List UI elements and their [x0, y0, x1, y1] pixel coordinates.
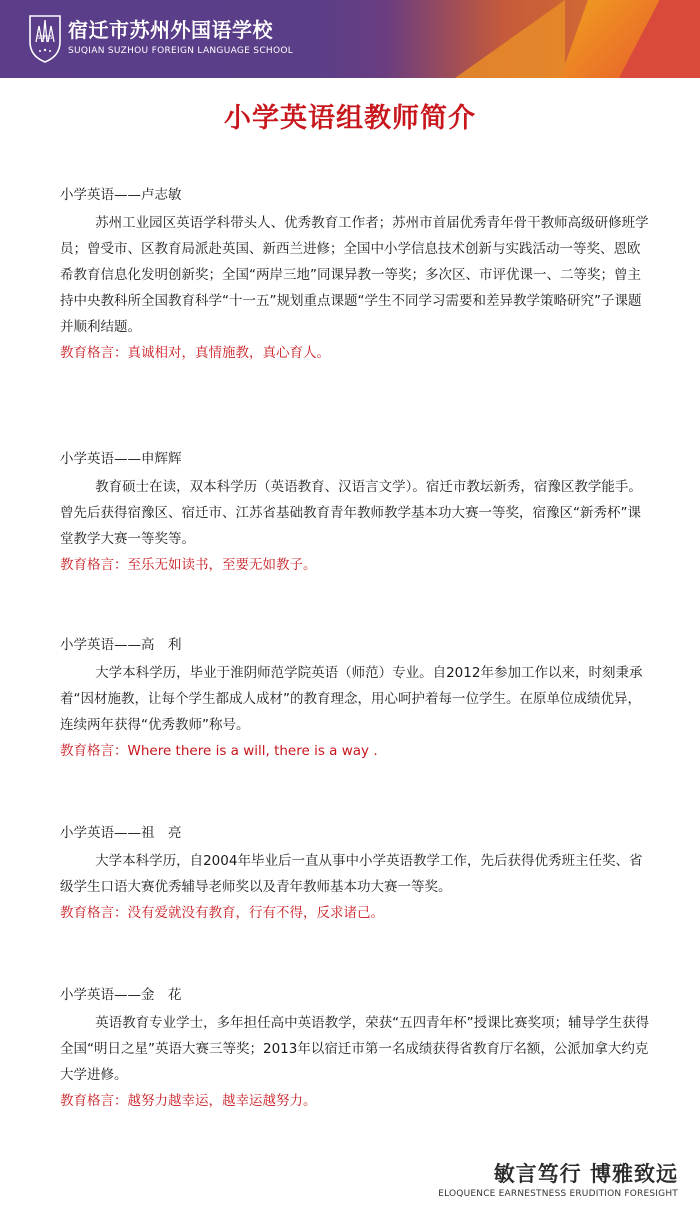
profile-body: 大学本科学历，毕业于淮阴师范学院英语（师范）专业。自2012年参加工作以来，时刻秉承着“因材施教，让每个学生都成人成材”的教育理念，用心呵护着每一位学生。在原单位成绩优异，连续两年获得“优秀教师”称号。: [60, 665, 643, 733]
profile-motto: 教育格言：没有爱就没有教育，行有不得，反求诸己。: [60, 905, 384, 921]
school-logo-icon: [26, 12, 64, 64]
profile-heading: 小学英语——祖 亮: [60, 825, 182, 841]
profile-heading: 小学英语——申辉辉: [60, 451, 182, 467]
profile-body: 苏州工业园区英语学科带头人、优秀教育工作者；苏州市首届优秀青年骨干教师高级研修班学员；曾受市、区教育局派赴英国、新西兰进修；全国中小学信息技术创新与实践活动一等奖、恩欧希教育信息化发明创新奖；全国“两岸三地”同课异教一等奖；多次区、市评优课一、二等奖；曾主持中央教科所全国教育科学“十一五”规划重点课题“学生不同学习需要和差异教学策略研究”子课题并顺利结题。: [60, 215, 649, 335]
profile-heading: 小学英语——高 利: [60, 637, 182, 653]
profile-body: 英语教育专业学士，多年担任高中英语教学，荣获“五四青年杯”授课比赛奖项；辅导学生获得全国“明日之星”英语大赛三等奖；2013年以宿迁市第一名成绩获得省教育厅名额，公派加拿大约克大学进修。: [60, 1015, 650, 1083]
profile-body: 教育硕士在读，双本科学历（英语教育、汉语言文学）。宿迁市教坛新秀，宿豫区教学能手。曾先后获得宿豫区、宿迁市、江苏省基础教育青年教师教学基本功大赛一等奖，宿豫区“新秀杯”课堂教学大赛一等奖等。: [60, 479, 642, 547]
teacher-profile-lu-zhimin: [60, 184, 650, 366]
profile-motto: 教育格言：至乐无如读书，至要无如教子。: [60, 557, 317, 573]
logo-text: SSFLS: [37, 35, 53, 41]
profile-heading: 小学英语——卢志敏: [60, 187, 182, 203]
profile-motto: 教育格言：Where there is a will, there is a way .: [60, 743, 378, 759]
teacher-profile-shen-huihui: [60, 448, 650, 578]
header-decor-shape: [455, 0, 565, 78]
page-title: 小学英语组教师简介: [224, 103, 476, 134]
teacher-profile-zu-liang: [60, 822, 650, 926]
teacher-profile-jin-hua: [60, 984, 650, 1114]
school-name: 宿迁市苏州外国语学校: [68, 18, 273, 42]
profile-motto: 教育格言：真诚相对，真情施教，真心育人。: [60, 345, 330, 361]
teacher-profile-gao-li: [60, 634, 650, 764]
profile-heading: 小学英语——金 花: [60, 987, 182, 1003]
school-motto: 敏言笃行 博雅致远: [493, 1162, 678, 1186]
profile-body: 大学本科学历，自2004年毕业后一直从事中小学英语教学工作，先后获得优秀班主任奖、省级学生口语大赛优秀辅导老师奖以及青年教师基本功大赛一等奖。: [60, 853, 643, 895]
school-name-en: SUQIAN SUZHOU FOREIGN LANGUAGE SCHOOL: [68, 46, 294, 56]
school-motto-en: ELOQUENCE EARNESTNESS ERUDITION FORESIGHT: [438, 1189, 678, 1199]
profile-motto: 教育格言：越努力越幸运，越幸运越努力。: [60, 1093, 317, 1109]
header-banner: [0, 0, 700, 78]
